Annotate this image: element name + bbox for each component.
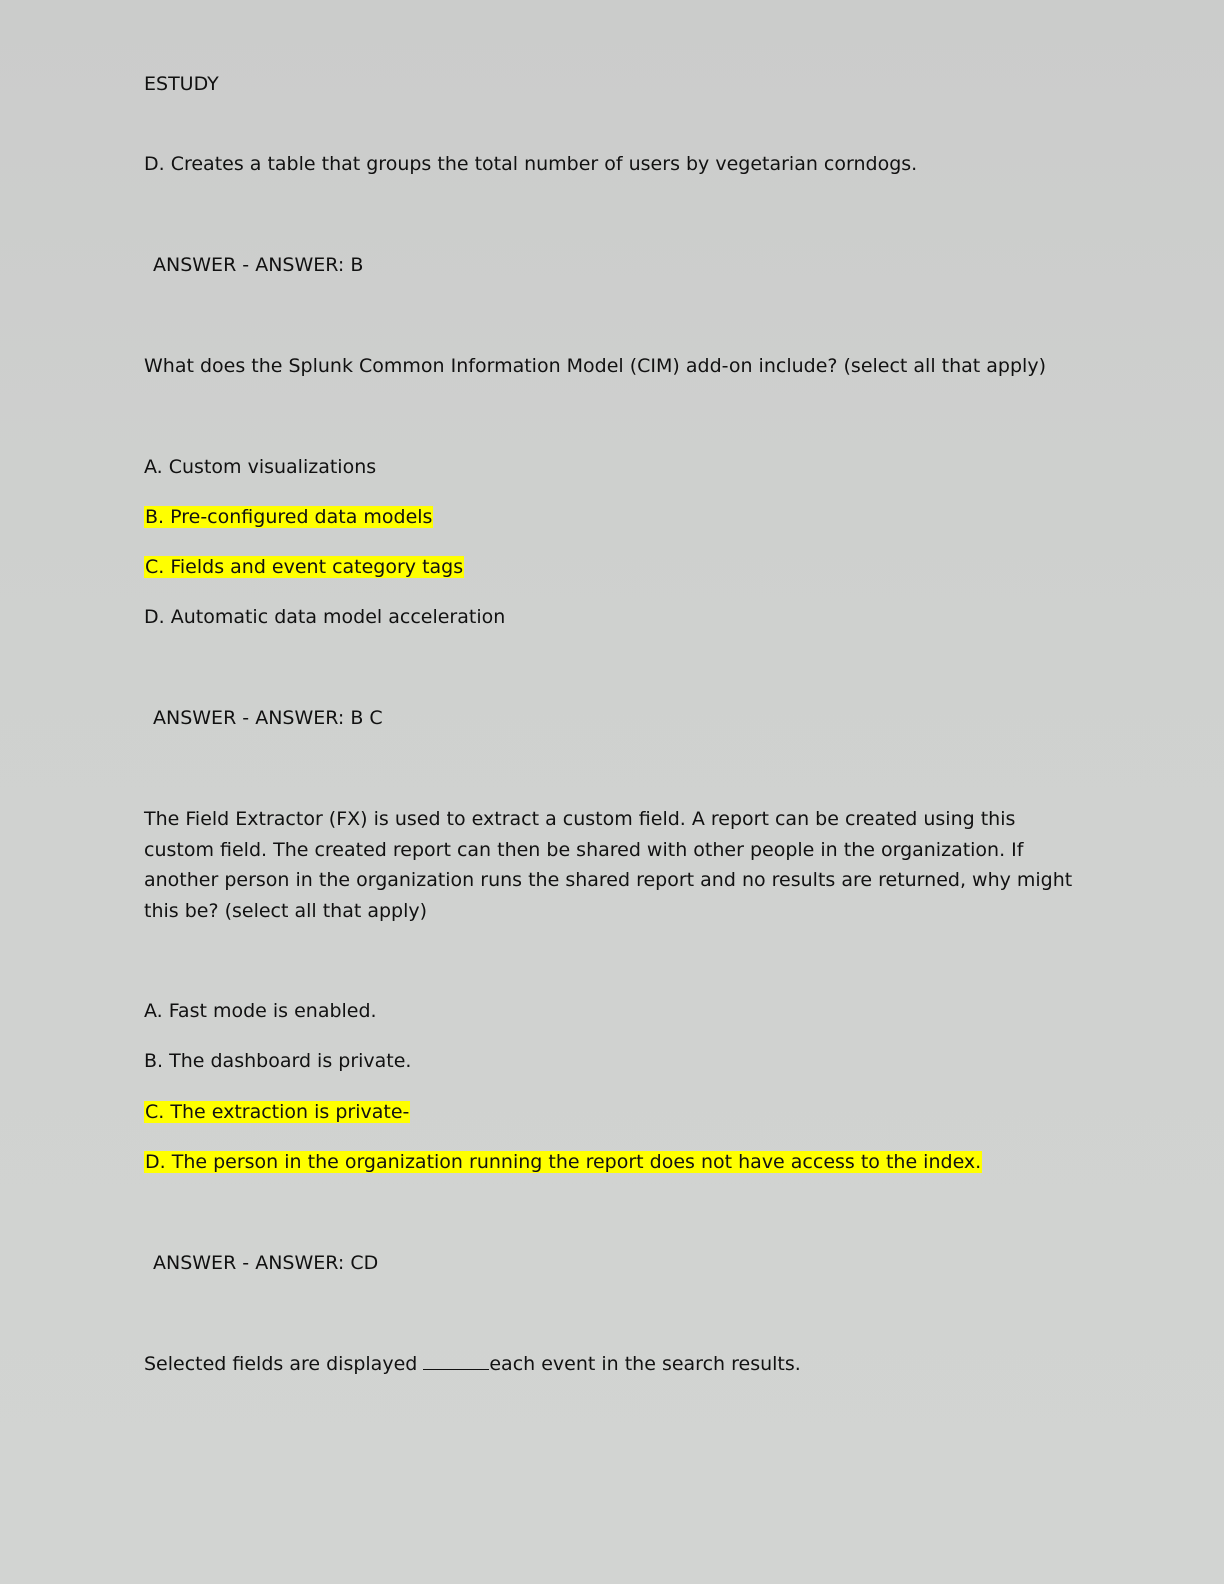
q2-answer: ANSWER - ANSWER: B C bbox=[153, 707, 383, 729]
q4-question-before: Selected fields are displayed bbox=[144, 1353, 424, 1375]
q3-option-b: B. The dashboard is private. bbox=[144, 1050, 412, 1072]
q3-option-c bbox=[144, 1097, 410, 1127]
fill-in-blank bbox=[423, 1355, 489, 1370]
q4-question-after: each event in the search results. bbox=[489, 1353, 801, 1375]
q2-option-a: A. Custom visualizations bbox=[144, 456, 377, 478]
q1-option-d: D. Creates a table that groups the total number of users by vegetarian corndogs. bbox=[144, 153, 918, 175]
q2-option-c-highlight: C. Fields and event category tags bbox=[145, 556, 464, 578]
q3-question: The Field Extractor (FX) is used to extract a custom field. A report can be created using this custom field. The created report can then be shared with other people in the organization. If another person in the organization runs the shared report and no results are returned, why might this be? (select all that apply) bbox=[144, 808, 1073, 922]
q2-option-c bbox=[144, 552, 464, 582]
q3-option-d bbox=[144, 1147, 982, 1177]
q3-option-a: A. Fast mode is enabled. bbox=[144, 1000, 377, 1022]
q2-option-b bbox=[144, 502, 433, 532]
q2-option-b-highlight: B. Pre-configured data models bbox=[145, 506, 433, 528]
q2-option-d: D. Automatic data model acceleration bbox=[144, 606, 506, 628]
document-header: ESTUDY bbox=[144, 73, 219, 95]
q3-answer: ANSWER - ANSWER: CD bbox=[153, 1252, 379, 1274]
q2-question: What does the Splunk Common Information Model (CIM) add-on include? (select all that apply) bbox=[144, 355, 1046, 377]
q3-option-c-highlight: C. The extraction is private- bbox=[145, 1101, 410, 1123]
q4-question bbox=[144, 1349, 801, 1379]
q3-option-d-highlight: D. The person in the organization running the report does not have access to the index. bbox=[145, 1151, 982, 1173]
q1-answer: ANSWER - ANSWER: B bbox=[153, 254, 364, 276]
